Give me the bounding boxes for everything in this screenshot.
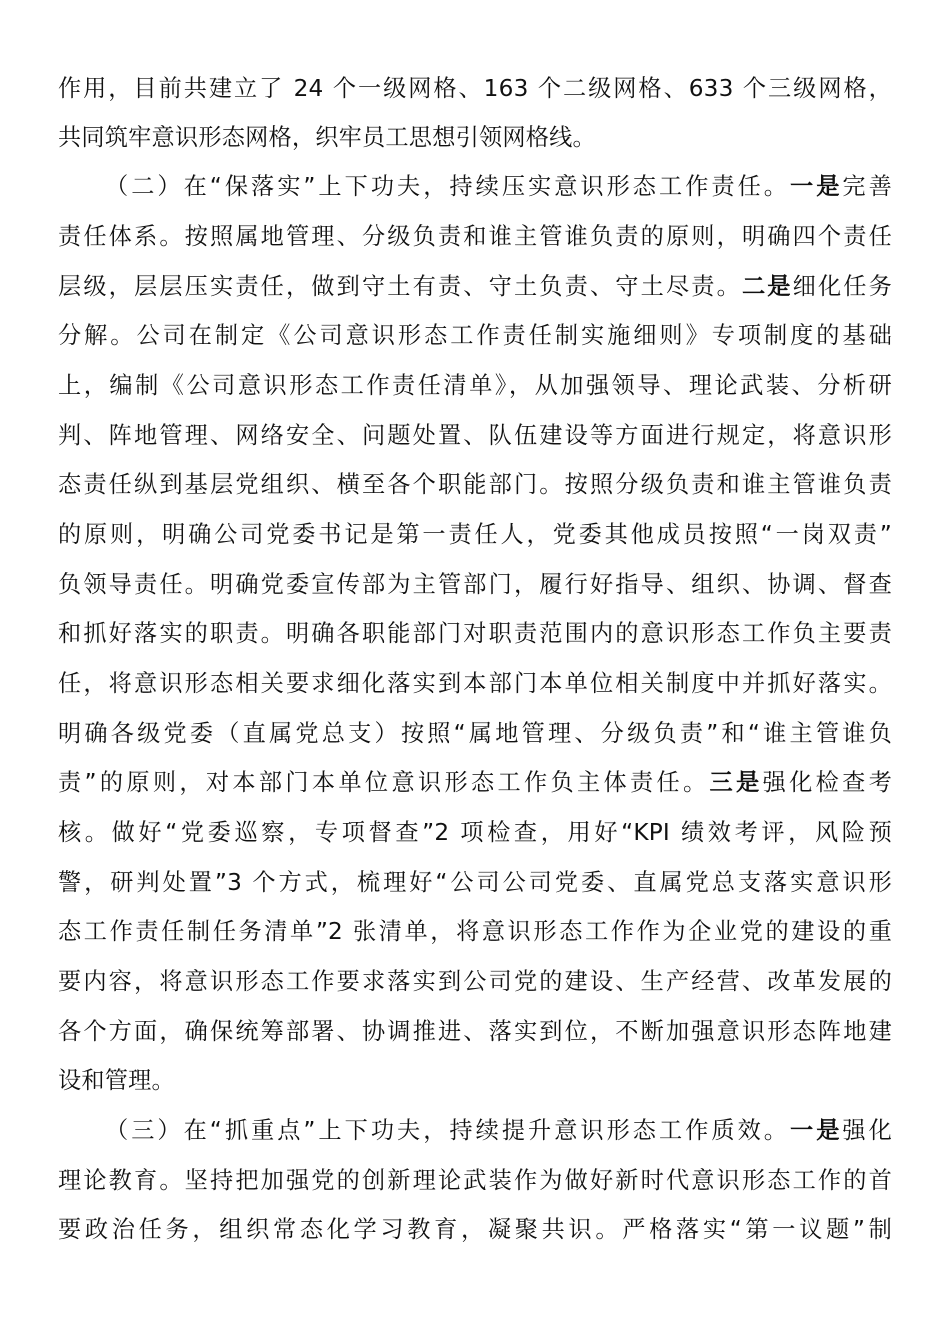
text-segment: 共同筑牢意识形态网格，织牢员工思想引领网格线。 xyxy=(58,124,596,151)
text-line-16 xyxy=(58,808,892,858)
text-segment: 和抓好落实的职责。明确各职能部门对职责范围内的意识形态工作负主要责 xyxy=(58,620,892,647)
text-line-6 xyxy=(58,311,892,361)
text-segment: 层级，层层压实责任，做到守土有责、守土负责、守土尽责。 xyxy=(58,273,742,300)
text-segment-bold: 二是 xyxy=(741,273,793,300)
text-line-15 xyxy=(58,758,892,808)
text-segment: 强化检查考 xyxy=(762,769,893,796)
text-segment: 上，编制《公司意识形态工作责任清单》，从加强领导、理论武装、分析研 xyxy=(58,372,892,399)
text-line-24 xyxy=(58,1205,892,1255)
text-line-1 xyxy=(58,64,892,114)
text-line-4 xyxy=(58,212,892,262)
text-line-13 xyxy=(58,659,892,709)
text-segment-bold: 一是 xyxy=(790,1117,843,1144)
text-line-5 xyxy=(58,262,892,312)
text-segment: 任，将意识形态相关要求细化落实到本部门本单位相关制度中并抓好落实。 xyxy=(58,670,892,697)
text-line-21 xyxy=(58,1056,892,1106)
text-segment: 责任体系。按照属地管理、分级负责和谁主管谁负责的原则，明确四个责任 xyxy=(58,223,892,250)
text-segment: 态工作责任制任务清单”2 张清单，将意识形态工作作为企业党的建设的重 xyxy=(58,918,892,945)
text-segment: 理论教育。坚持把加强党的创新理论武装作为做好新时代意识形态工作的首 xyxy=(58,1167,892,1194)
text-segment: 责”的原则，对本部门本单位意识形态工作负主体责任。 xyxy=(58,769,710,796)
text-line-11 xyxy=(58,560,892,610)
text-segment: （二）在“保落实”上下功夫，持续压实意识形态工作责任。 xyxy=(105,173,790,200)
text-segment: 作用，目前共建立了 24 个一级网格、163 个二级网格、633 个三级网格， xyxy=(58,75,892,102)
text-segment-bold: 一是 xyxy=(790,173,843,200)
text-line-2 xyxy=(58,113,892,163)
text-segment: 要内容，将意识形态工作要求落实到公司党的建设、生产经营、改革发展的 xyxy=(58,968,892,995)
text-line-14 xyxy=(58,709,892,759)
text-segment: 各个方面，确保统筹部署、协调推进、落实到位，不断加强意识形态阵地建 xyxy=(58,1018,892,1045)
text-segment: 核。做好“党委巡察，专项督查”2 项检查，用好“KPI 绩效考评，风险预 xyxy=(58,819,892,846)
text-segment: 设和管理。 xyxy=(58,1067,175,1094)
text-line-12 xyxy=(58,609,892,659)
text-line-3 xyxy=(105,162,892,212)
text-segment: 判、阵地管理、网络安全、问题处置、队伍建设等方面进行规定，将意识形 xyxy=(58,422,892,449)
text-line-8 xyxy=(58,411,892,461)
text-segment: 警，研判处置”3 个方式，梳理好“公司公司党委、直属党总支落实意识形 xyxy=(58,869,892,896)
text-line-18 xyxy=(58,907,892,957)
text-line-19 xyxy=(58,957,892,1007)
text-segment: 态责任纵到基层党组织、横至各个职能部门。按照分级负责和谁主管谁负责 xyxy=(58,471,892,498)
text-segment: 强化 xyxy=(842,1117,892,1144)
text-segment-bold: 三是 xyxy=(709,769,763,796)
text-segment: 负领导责任。明确党委宣传部为主管部门，履行好指导、组织、协调、督查 xyxy=(58,571,892,598)
text-line-20 xyxy=(58,1007,892,1057)
text-line-9 xyxy=(58,460,892,510)
text-segment: 明确各级党委（直属党总支）按照“属地管理、分级负责”和“谁主管谁负 xyxy=(58,720,892,747)
text-line-22 xyxy=(105,1106,892,1156)
text-line-17 xyxy=(58,858,892,908)
text-line-10 xyxy=(58,510,892,560)
text-segment: 要政治任务，组织常态化学习教育，凝聚共识。严格落实“第一议题”制 xyxy=(58,1216,892,1243)
text-line-23 xyxy=(58,1156,892,1206)
text-segment: 细化任务 xyxy=(792,273,892,300)
text-segment: 完善 xyxy=(842,173,892,200)
text-segment: 的原则，明确公司党委书记是第一责任人，党委其他成员按照“一岗双责” xyxy=(58,521,892,548)
text-segment: （三）在“抓重点”上下功夫，持续提升意识形态工作质效。 xyxy=(105,1117,790,1144)
text-line-7 xyxy=(58,361,892,411)
text-segment: 分解。公司在制定《公司意识形态工作责任制实施细则》专项制度的基础 xyxy=(58,322,892,349)
